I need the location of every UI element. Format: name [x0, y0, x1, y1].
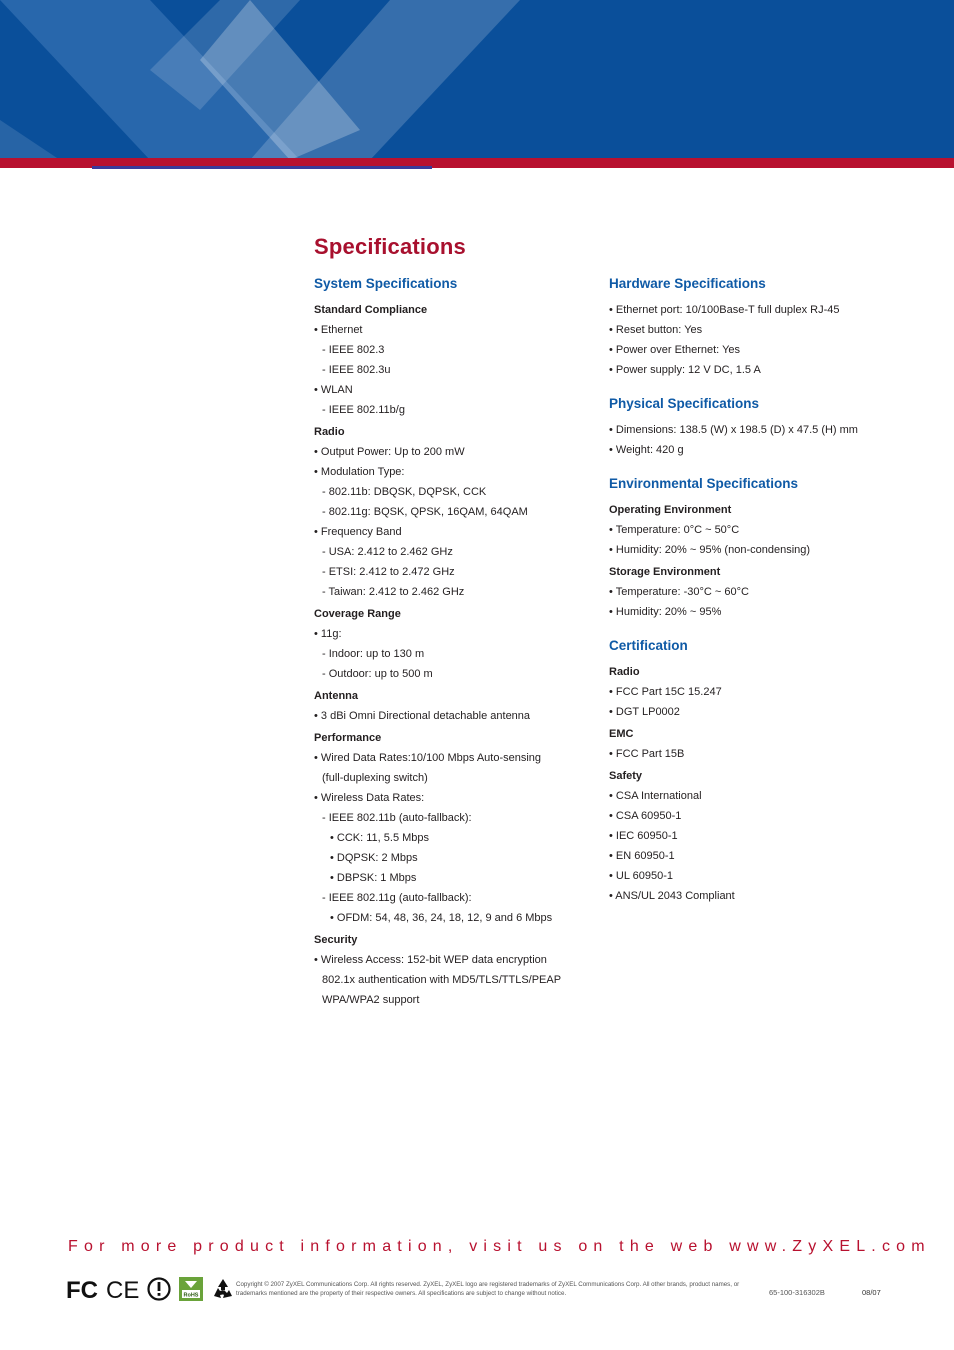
environmental-specifications — [609, 474, 909, 622]
spec-line: • FCC Part 15B — [609, 748, 685, 760]
spec-subheading: Radio — [314, 426, 345, 438]
spec-line: - IEEE 802.11b/g — [322, 404, 405, 416]
spec-line: - IEEE 802.3u — [322, 364, 391, 376]
spec-line: - IEEE 802.11g (auto-fallback): — [322, 892, 472, 904]
document-date: 08/07 — [862, 1288, 881, 1297]
system-groups — [314, 300, 584, 1010]
banner-graphic — [0, 0, 954, 160]
ce-logo-text: CE — [106, 1277, 140, 1301]
section-title-hardware: Hardware Specifications — [609, 276, 766, 291]
spec-group — [314, 686, 584, 726]
section-title-certification: Certification — [609, 638, 688, 653]
spec-line: • Wireless Access: 152-bit WEP data encryption — [314, 954, 547, 966]
fcc-logo-text: FC — [66, 1277, 98, 1301]
spec-subheading: Operating Environment — [609, 504, 732, 516]
recycle-icon — [210, 1276, 236, 1302]
spec-line: • Ethernet — [314, 324, 363, 336]
spec-line: • ANS/UL 2043 Compliant — [609, 890, 735, 902]
spec-line: - ETSI: 2.412 to 2.472 GHz — [322, 566, 455, 578]
spec-line: • CSA 60950-1 — [609, 810, 682, 822]
spec-line: (full-duplexing switch) — [322, 772, 428, 784]
physical-specifications — [609, 394, 909, 460]
copyright-notice: Copyright © 2007 ZyXEL Communications Corp. All rights reserved. ZyXEL, ZyXEL logo are registered trademarks of ZyXEL Communications Corp. All other brands, product names, or trademarks mentioned are the property of their respective owners. All specifications are subject to change without notice. — [236, 1281, 740, 1297]
section-title-system: System Specifications — [314, 276, 458, 291]
spec-line: - Indoor: up to 130 m — [322, 648, 425, 660]
spec-line: • Ethernet port: 10/100Base-T full duplex RJ-45 — [609, 304, 840, 316]
spec-group — [314, 422, 584, 602]
section-title-physical: Physical Specifications — [609, 396, 760, 411]
header-banner — [0, 0, 954, 160]
spec-line: - USA: 2.412 to 2.462 GHz — [322, 546, 453, 558]
spec-line: - 802.11g: BQSK, QPSK, 16QAM, 64QAM — [322, 506, 528, 518]
spec-subheading: Security — [314, 934, 358, 946]
spec-line: • Reset button: Yes — [609, 324, 703, 336]
spec-line: • 11g: — [314, 628, 342, 640]
spec-line: • Weight: 420 g — [609, 444, 684, 456]
spec-subheading: EMC — [609, 728, 634, 740]
spec-line: • Temperature: -30°C ~ 60°C — [609, 586, 749, 598]
certification — [609, 636, 909, 906]
spec-line: WPA/WPA2 support — [322, 994, 420, 1006]
spec-line: - Taiwan: 2.412 to 2.462 GHz — [322, 586, 465, 598]
spec-line: • 3 dBi Omni Directional detachable antenna — [314, 710, 531, 722]
spec-line: - IEEE 802.11b (auto-fallback): — [322, 812, 472, 824]
spec-line: • Frequency Band — [314, 526, 402, 538]
spec-line: • DGT LP0002 — [609, 706, 680, 718]
spec-line: • DBPSK: 1 Mbps — [330, 872, 417, 884]
spec-line: • CSA International — [609, 790, 702, 802]
spec-line: • Humidity: 20% ~ 95% — [609, 606, 722, 618]
footer-website-line: For more product information, visit us on the web www.ZyXEL.com — [68, 1238, 931, 1255]
spec-line: • WLAN — [314, 384, 353, 396]
spec-line: • EN 60950-1 — [609, 850, 675, 862]
spec-line: 802.1x authentication with MD5/TLS/TTLS/PEAP — [322, 974, 562, 986]
rohs-logo-text: RoHS — [183, 1292, 199, 1299]
page-title: Specifications — [314, 234, 466, 259]
spec-line: • Wired Data Rates:10/100 Mbps Auto-sensing — [314, 752, 542, 764]
compliance-logos — [66, 1274, 242, 1304]
system-specifications — [314, 274, 584, 1010]
spec-subheading: Standard Compliance — [314, 304, 428, 316]
spec-line: • Wireless Data Rates: — [314, 792, 425, 804]
alert-mark-icon — [146, 1276, 172, 1302]
spec-subheading: Performance — [314, 732, 382, 744]
spec-group — [314, 604, 584, 684]
ce-logo-icon — [106, 1277, 140, 1301]
fcc-logo-icon — [66, 1277, 100, 1301]
spec-line: • OFDM: 54, 48, 36, 24, 18, 12, 9 and 6 Mbps — [330, 912, 553, 924]
document-code: 65-100-316302B — [769, 1288, 825, 1297]
spec-line: • Power over Ethernet: Yes — [609, 344, 741, 356]
spec-line: • FCC Part 15C 15.247 — [609, 686, 722, 698]
hardware-specifications — [609, 274, 909, 380]
header-accent-line — [92, 166, 432, 169]
spec-line: • Dimensions: 138.5 (W) x 198.5 (D) x 47.5 (H) mm — [609, 424, 858, 436]
spec-line: • IEC 60950-1 — [609, 830, 678, 842]
spec-line: • DQPSK: 2 Mbps — [330, 852, 418, 864]
spec-subheading: Coverage Range — [314, 608, 401, 620]
spec-line: • Power supply: 12 V DC, 1.5 A — [609, 364, 761, 376]
spec-subheading: Radio — [609, 666, 640, 678]
spec-line: • UL 60950-1 — [609, 870, 673, 882]
spec-line: • Humidity: 20% ~ 95% (non-condensing) — [609, 544, 811, 556]
spec-line: • Temperature: 0°C ~ 50°C — [609, 524, 740, 536]
spec-line: • Output Power: Up to 200 mW — [314, 446, 465, 458]
spec-group — [314, 728, 584, 928]
right-column — [609, 274, 909, 920]
spec-line: • CCK: 11, 5.5 Mbps — [330, 832, 430, 844]
left-column — [314, 274, 584, 1024]
spec-group — [314, 300, 584, 420]
spec-group — [314, 930, 584, 1010]
section-title-environmental: Environmental Specifications — [609, 476, 799, 491]
spec-line: - 802.11b: DBQSK, DQPSK, CCK — [322, 486, 487, 498]
spec-line: - IEEE 802.3 — [322, 344, 385, 356]
spec-subheading: Safety — [609, 770, 643, 782]
spec-subheading: Storage Environment — [609, 566, 721, 578]
spec-line: - Outdoor: up to 500 m — [322, 668, 433, 680]
rohs-logo-icon — [178, 1276, 204, 1302]
spec-line: • Modulation Type: — [314, 466, 405, 478]
spec-subheading: Antenna — [314, 690, 358, 702]
